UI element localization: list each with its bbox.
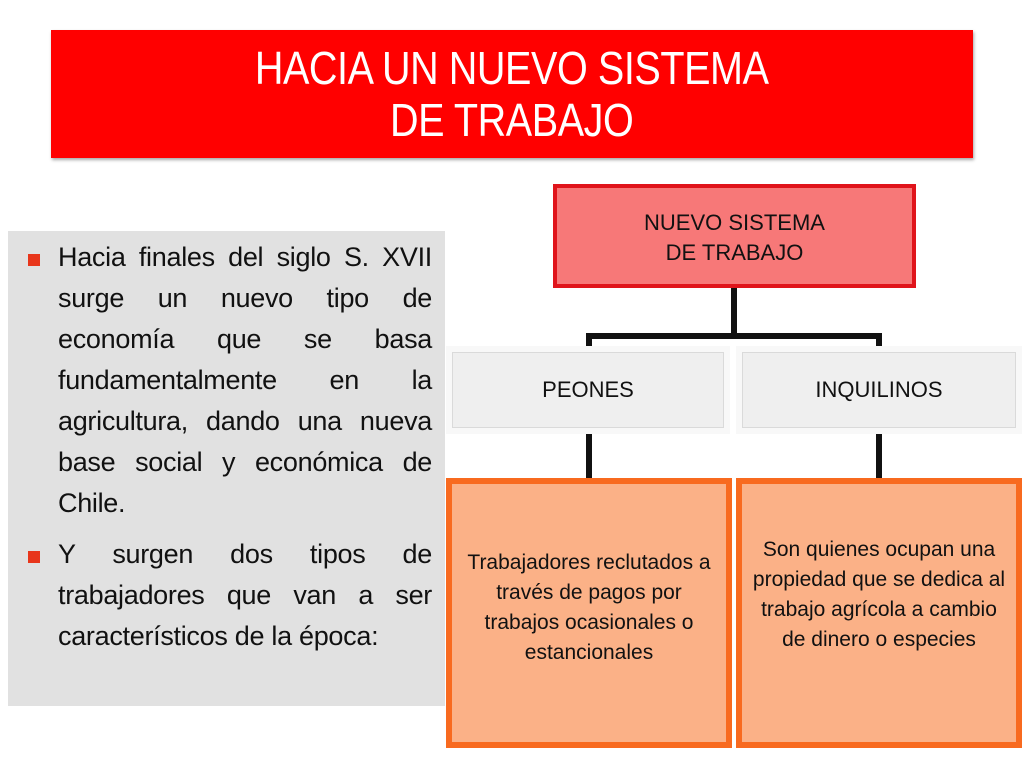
- square-bullet-icon: [28, 254, 40, 266]
- text-panel: [8, 231, 445, 706]
- bullet-text: Hacia finales del siglo S. XVII surge un nuevo tipo de economía que se basa fundamentalmente en la agricultura, dando una nueva base social y económica de Chile.: [58, 242, 432, 518]
- category-node-peones: [446, 346, 730, 434]
- category-label: PEONES: [542, 377, 634, 402]
- description-text: Son quienes ocupan una propiedad que se dedica al trabajo agrícola a cambio de dinero o especies: [752, 538, 1006, 651]
- description-node-peones: [446, 478, 732, 748]
- description-text: Trabajadores reclutados a través de pagos por trabajos ocasionales o estancionales: [467, 551, 711, 664]
- root-node-line-2: DE TRABAJO: [665, 240, 804, 265]
- root-node-line-1: NUEVO SISTEMA: [644, 210, 825, 235]
- square-bullet-icon: [28, 551, 40, 563]
- title-banner: [51, 30, 973, 158]
- description-node-inquilinos: [736, 478, 1022, 748]
- page-title: [255, 42, 769, 146]
- bullet-text: Y surgen dos tipos de trabajadores que van a ser característicos de la época:: [58, 539, 432, 651]
- diagram-root-node: [553, 184, 916, 288]
- page-title-line-1: HACIA UN NUEVO SISTEMA: [255, 42, 769, 94]
- category-node-inquilinos: [736, 346, 1022, 434]
- page-title-line-2: DE TRABAJO: [390, 94, 634, 146]
- category-label: INQUILINOS: [815, 377, 943, 402]
